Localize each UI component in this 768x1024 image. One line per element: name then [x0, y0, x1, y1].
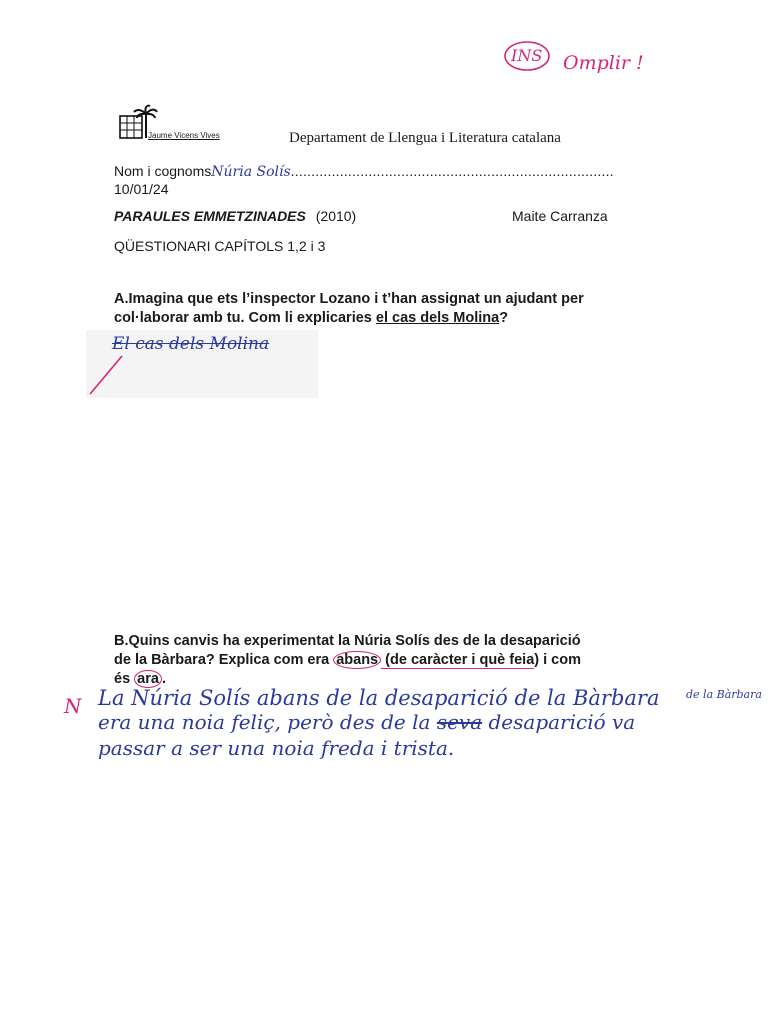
- margin-mark: N: [64, 694, 82, 718]
- book-year: (2010): [315, 208, 357, 224]
- answer-b-insert: de la Bàrbara: [686, 688, 762, 701]
- question-a-line2: [114, 309, 674, 328]
- teacher-marks: [495, 30, 655, 90]
- question-b-line2-mid: (de caràcter i: [381, 652, 480, 668]
- student-name-handwritten: Núria Solís: [211, 164, 291, 180]
- name-line: [114, 163, 654, 180]
- question-b-line3-suffix: .: [161, 671, 166, 687]
- answer-b-line2-b: desaparició va: [482, 710, 636, 734]
- school-name: Jaume Vicens Vives: [148, 131, 220, 140]
- question-b-ara: ara: [134, 670, 162, 688]
- question-a-line2-suffix: ?: [499, 310, 509, 326]
- answer-b-line3: passar a ser una noia freda i trista.: [98, 736, 455, 760]
- circle-label: INS: [511, 46, 543, 65]
- book-title: PARAULES EMMETZINADES: [114, 208, 306, 224]
- book-line: [114, 208, 356, 224]
- answer-a-struck: El cas dels Molina: [112, 334, 270, 354]
- school-logo: [118, 104, 258, 144]
- question-b-line1: B.Quins canvis ha experimentat la Núria Solís des de la desaparició: [114, 633, 581, 649]
- question-b-line2: [114, 651, 674, 670]
- answer-b-line2-a: era una noia feliç, però des de la: [98, 710, 437, 734]
- answer-b-area: [60, 680, 762, 770]
- department-title: Departament de Llengua i Literatura catalana: [289, 130, 561, 146]
- answer-b-line1: La Núria Solís abans de la desaparició de la Bàrbara: [98, 686, 660, 710]
- question-b-line3-prefix: és: [114, 671, 135, 687]
- questionnaire-title: QÜESTIONARI CAPÍTOLS 1,2 i 3: [114, 238, 326, 254]
- question-b-line2-prefix: de la Bàrbara? Explica com era: [114, 652, 334, 668]
- answer-b-line2-struck: seva: [436, 710, 483, 734]
- question-a-line1: A.Imagina que ets l’inspector Lozano i t’han assignat un ajudant per: [114, 291, 584, 307]
- name-label: Nom i cognoms: [114, 163, 212, 179]
- question-a: [114, 290, 674, 328]
- answer-b-line2: [98, 710, 635, 734]
- question-a-line2-prefix: col·laborar amb tu. Com li explicaries: [114, 310, 376, 326]
- book-author: Maite Carranza: [512, 208, 608, 224]
- date: 10/01/24: [114, 181, 169, 197]
- question-b-line2-suffix: ) i com: [534, 652, 581, 668]
- question-b-que: què feia: [479, 652, 535, 668]
- answer-a-area: [86, 330, 318, 398]
- teacher-note: Omplir !: [563, 52, 644, 74]
- question-a-underlined: el cas dels Molina: [375, 310, 500, 326]
- teacher-slash-mark-icon: [86, 352, 126, 398]
- question-b-abans: abans: [333, 651, 381, 669]
- name-dots: ...............................................................................: [290, 163, 614, 179]
